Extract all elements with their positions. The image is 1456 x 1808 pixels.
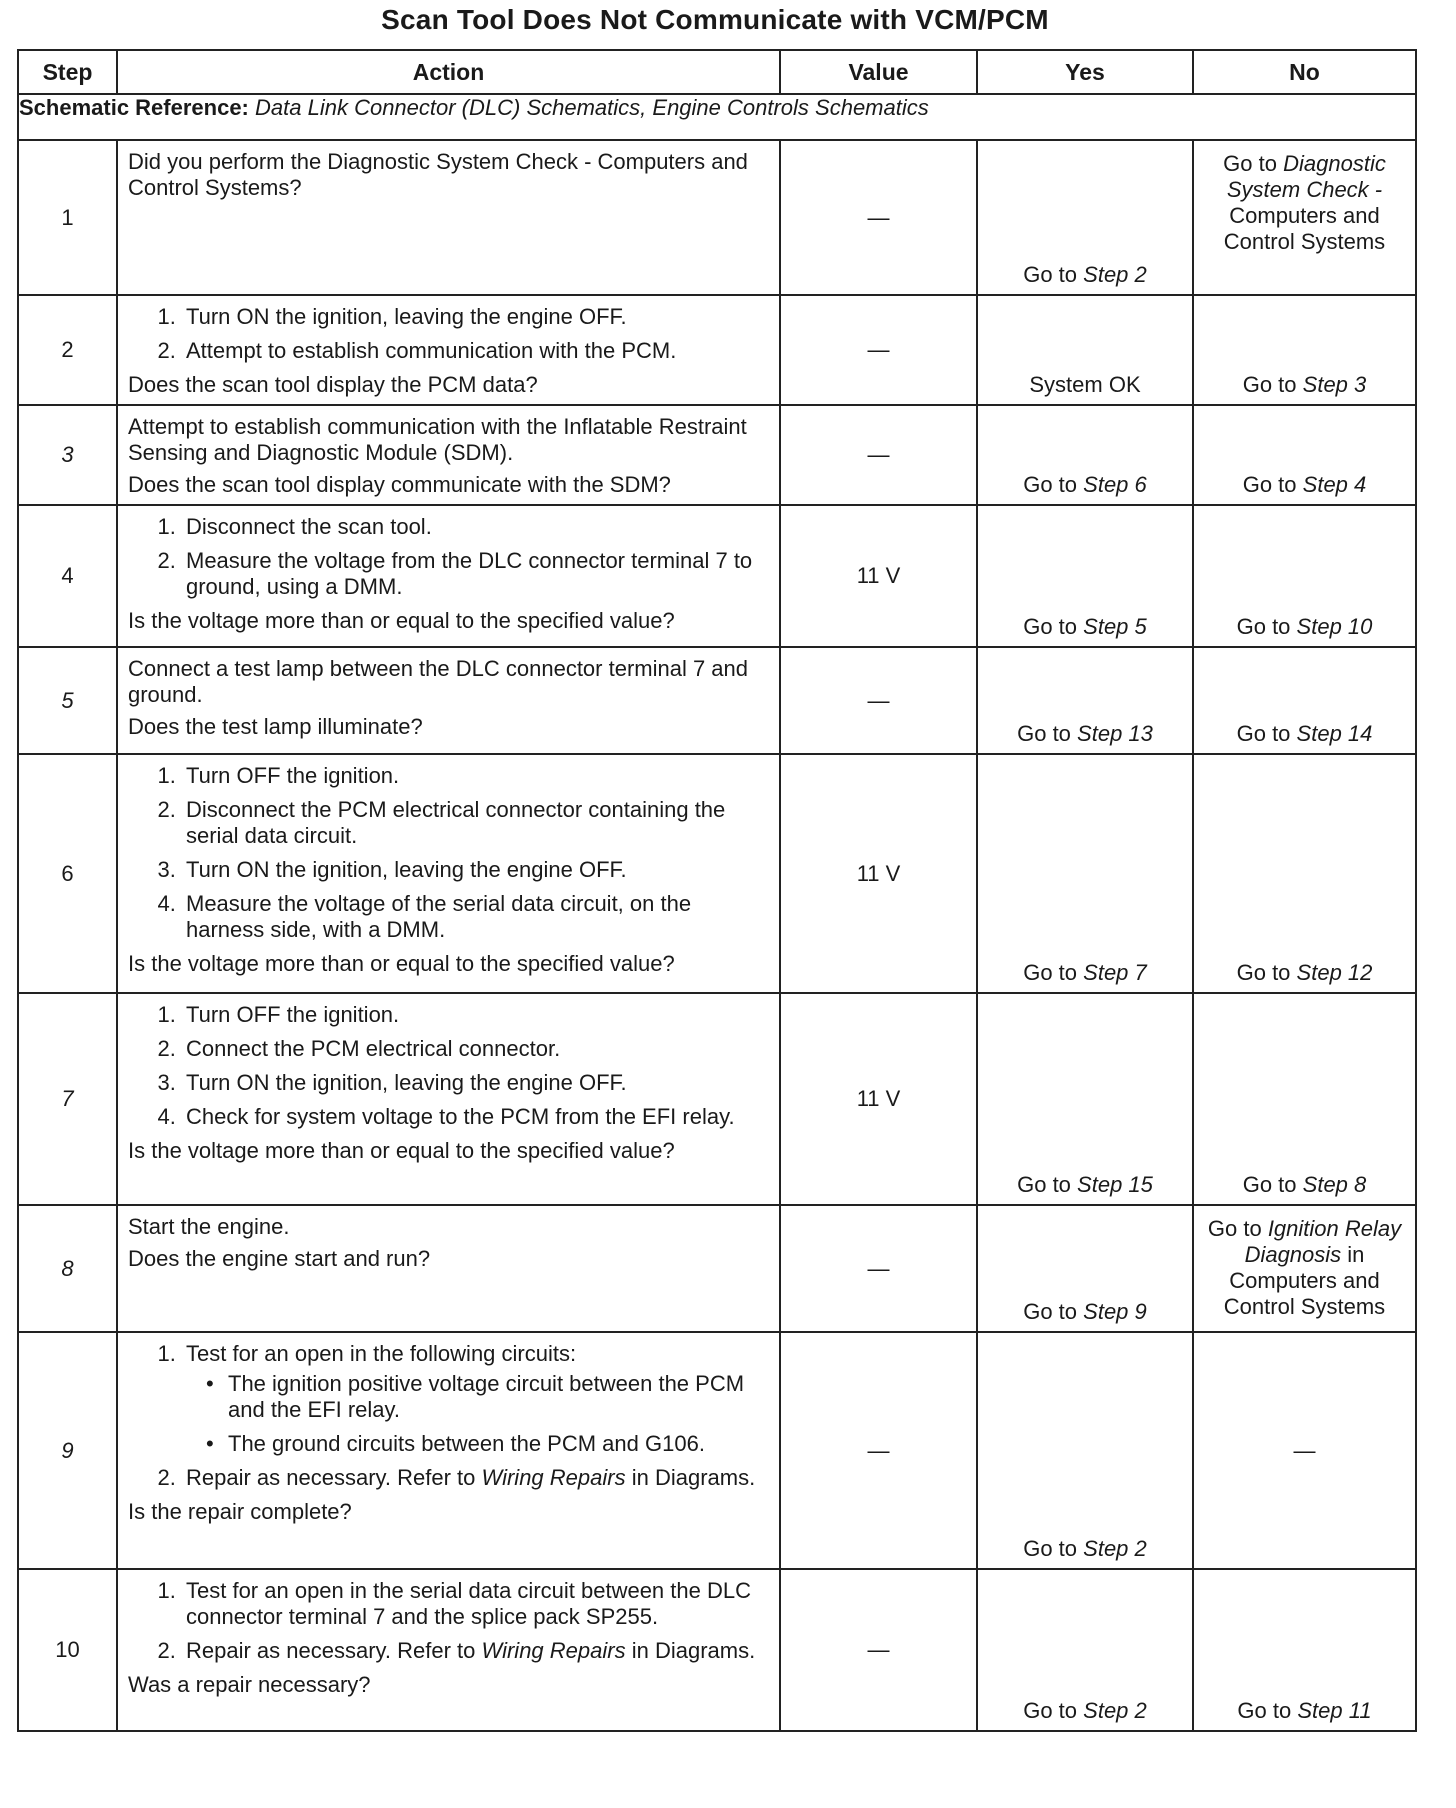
action-cell	[117, 1205, 780, 1332]
yes-prefix: Go to	[1017, 721, 1071, 746]
step-number: 7	[18, 993, 117, 1205]
header-no: No	[1193, 50, 1416, 94]
step-number: 6	[18, 754, 117, 993]
yes-cell	[977, 405, 1193, 505]
action-step: 4. Measure the voltage of the serial data circuit, on the harness side, with a DMM.	[182, 891, 769, 943]
action-question: Does the engine start and run?	[128, 1246, 431, 1271]
no-suffix: Computers and Control Systems	[1223, 203, 1386, 254]
action-cell	[117, 505, 780, 647]
action-question: Does the scan tool display communicate with the SDM?	[128, 472, 671, 497]
action-cell	[117, 295, 780, 405]
value-cell: —	[780, 647, 977, 754]
action-text: Connect a test lamp between the DLC connector terminal 7 and ground.	[128, 656, 749, 707]
value-cell: 11 V	[780, 993, 977, 1205]
page-title: Scan Tool Does Not Communicate with VCM/PCM	[381, 4, 1049, 35]
no-prefix: Go to	[1223, 151, 1277, 176]
action-steps	[128, 1578, 769, 1664]
table-row	[18, 993, 1416, 1205]
header-action: Action	[117, 50, 780, 94]
step-number: 2	[18, 295, 117, 405]
yes-link[interactable]: Step 9	[1083, 1299, 1147, 1324]
yes-result[interactable]	[978, 614, 1192, 640]
no-result[interactable]	[1198, 151, 1411, 255]
bullet-item	[206, 1371, 769, 1423]
yes-cell	[977, 1569, 1193, 1731]
yes-prefix: Go to	[1017, 1172, 1071, 1197]
action-question: Was a repair necessary?	[128, 1672, 371, 1697]
yes-cell	[977, 1205, 1193, 1332]
action-step	[182, 1638, 769, 1664]
action-step: 2. Measure the voltage from the DLC connector terminal 7 to ground, using a DMM.	[182, 548, 769, 600]
action-step: 1. Test for an open in the serial data circuit between the DLC connector terminal 7 and the splice pack SP255.	[182, 1578, 769, 1630]
no-result[interactable]	[1194, 372, 1415, 398]
table-row	[18, 505, 1416, 647]
action-steps	[128, 514, 769, 600]
action-text: Start the engine.	[128, 1214, 290, 1239]
action-question: Is the repair complete?	[128, 1499, 352, 1524]
no-result[interactable]	[1194, 1172, 1415, 1198]
bullet-icon: •	[206, 1431, 214, 1456]
no-result[interactable]	[1194, 960, 1415, 986]
table-row	[18, 140, 1416, 295]
schematic-refs: Data Link Connector (DLC) Schematics, Engine Controls Schematics	[255, 95, 929, 120]
no-cell	[1193, 140, 1416, 295]
yes-result[interactable]	[978, 960, 1192, 986]
wiring-repairs-link[interactable]: Wiring Repairs	[481, 1465, 626, 1490]
no-prefix: Go to	[1236, 721, 1291, 746]
bullet-text: The ignition positive voltage circuit between the PCM and the EFI relay.	[228, 1371, 745, 1422]
action-step	[182, 1465, 769, 1491]
yes-prefix: Go to	[1023, 1536, 1078, 1561]
yes-link[interactable]: Step 13	[1077, 721, 1153, 746]
action-step-text: Test for an open in the following circuits:	[186, 1341, 577, 1366]
yes-result[interactable]	[978, 1172, 1192, 1198]
no-link[interactable]: Ignition Relay Diagnosis	[1244, 1216, 1402, 1267]
no-prefix: Go to	[1236, 960, 1291, 985]
action-question: Is the voltage more than or equal to the specified value?	[128, 1138, 675, 1163]
table-row	[18, 1205, 1416, 1332]
header-step: Step	[18, 50, 117, 94]
no-link[interactable]: Step 14	[1296, 721, 1373, 746]
schematic-label: Schematic Reference:	[19, 95, 249, 120]
value-cell: 11 V	[780, 505, 977, 647]
no-cell	[1193, 754, 1416, 993]
action-step: 4. Check for system voltage to the PCM from the EFI relay.	[182, 1104, 769, 1130]
no-link[interactable]: Step 4	[1302, 472, 1367, 497]
step-number: 3	[18, 405, 117, 505]
table-row	[18, 405, 1416, 505]
header-value: Value	[780, 50, 977, 94]
no-cell	[1193, 505, 1416, 647]
action-text: Did you perform the Diagnostic System Check - Computers and Control Systems?	[128, 149, 748, 200]
yes-cell	[977, 295, 1193, 405]
yes-result: System OK	[1029, 372, 1141, 397]
no-cell	[1193, 1569, 1416, 1731]
action-steps	[128, 1002, 769, 1130]
step-number: 9	[18, 1332, 117, 1569]
yes-cell	[977, 993, 1193, 1205]
table-row	[18, 295, 1416, 405]
action-step: 1. Turn OFF the ignition.	[182, 1002, 769, 1028]
no-cell	[1193, 1205, 1416, 1332]
action-step: 2. Connect the PCM electrical connector.	[182, 1036, 769, 1062]
action-cell	[117, 754, 780, 993]
no-prefix: Go to	[1207, 1216, 1262, 1241]
no-result: —	[1293, 1437, 1316, 1463]
no-result[interactable]	[1198, 1216, 1411, 1320]
action-cell	[117, 140, 780, 295]
yes-cell	[977, 505, 1193, 647]
table-row	[18, 647, 1416, 754]
value-cell: —	[780, 1205, 977, 1332]
no-suffix: in Computers and Control Systems	[1223, 1242, 1386, 1319]
value-cell: —	[780, 140, 977, 295]
no-link[interactable]: Step 8	[1302, 1172, 1367, 1197]
action-steps	[128, 1341, 769, 1491]
yes-prefix: Go to	[1023, 1698, 1078, 1723]
action-cell	[117, 993, 780, 1205]
yes-cell	[977, 754, 1193, 993]
step-number: 1	[18, 140, 117, 295]
action-step: 2. Disconnect the PCM electrical connector containing the serial data circuit.	[182, 797, 769, 849]
no-cell	[1193, 993, 1416, 1205]
no-link[interactable]: Step 11	[1297, 1698, 1372, 1723]
no-link[interactable]: Step 3	[1302, 372, 1367, 397]
yes-prefix: Go to	[1023, 960, 1078, 985]
yes-prefix: Go to	[1023, 472, 1078, 497]
no-link[interactable]: Diagnostic System Check -	[1226, 151, 1386, 202]
yes-prefix: Go to	[1023, 262, 1078, 287]
no-cell	[1193, 405, 1416, 505]
action-step-text: Repair as necessary. Refer to	[186, 1465, 476, 1490]
header-yes: Yes	[977, 50, 1193, 94]
no-link[interactable]: Step 12	[1296, 960, 1373, 985]
yes-cell	[977, 1332, 1193, 1569]
bullet-item	[206, 1431, 769, 1457]
value-cell: —	[780, 405, 977, 505]
no-result[interactable]	[1194, 1698, 1415, 1724]
step-number: 5	[18, 647, 117, 754]
yes-result[interactable]	[978, 262, 1192, 288]
yes-link[interactable]: Step 2	[1083, 1698, 1147, 1723]
bullet-icon: •	[206, 1371, 214, 1396]
yes-prefix: Go to	[1023, 614, 1078, 639]
action-question: Does the scan tool display the PCM data?	[128, 372, 538, 397]
action-step: 3. Turn ON the ignition, leaving the engine OFF.	[182, 1070, 769, 1096]
yes-prefix: Go to	[1023, 1299, 1078, 1324]
schematic-reference	[18, 94, 1416, 140]
step-number: 10	[18, 1569, 117, 1731]
diagnostic-table	[17, 49, 1417, 1732]
yes-link[interactable]: Step 6	[1083, 472, 1147, 497]
no-prefix: Go to	[1237, 1698, 1292, 1723]
action-cell	[117, 1569, 780, 1731]
yes-link[interactable]: Step 2	[1083, 262, 1147, 287]
yes-link[interactable]: Step 5	[1083, 614, 1147, 639]
action-question: Is the voltage more than or equal to the specified value?	[128, 951, 675, 976]
value-cell: —	[780, 1569, 977, 1731]
no-link[interactable]: Step 10	[1296, 614, 1373, 639]
action-steps	[128, 304, 769, 364]
bullet-list	[186, 1371, 769, 1457]
header-row	[18, 50, 1416, 94]
step-number: 4	[18, 505, 117, 647]
yes-link[interactable]: Step 15	[1077, 1172, 1153, 1197]
action-cell	[117, 405, 780, 505]
yes-result[interactable]	[978, 721, 1192, 747]
no-prefix: Go to	[1236, 614, 1291, 639]
action-question: Is the voltage more than or equal to the specified value?	[128, 608, 675, 633]
action-step	[182, 1341, 769, 1457]
value-cell: —	[780, 295, 977, 405]
step-number: 8	[18, 1205, 117, 1332]
action-step-suffix: in Diagrams.	[631, 1638, 756, 1663]
action-question: Does the test lamp illuminate?	[128, 714, 423, 739]
action-step: 2. Attempt to establish communication with the PCM.	[182, 338, 769, 364]
bullet-text: The ground circuits between the PCM and G106.	[228, 1431, 705, 1456]
action-text: Attempt to establish communication with the Inflatable Restraint Sensing and Diagnostic Module (SDM).	[128, 414, 747, 465]
value-cell: —	[780, 1332, 977, 1569]
no-result[interactable]	[1194, 472, 1415, 498]
table-row	[18, 754, 1416, 993]
action-step: 1. Turn ON the ignition, leaving the engine OFF.	[182, 304, 769, 330]
table-row	[18, 1569, 1416, 1731]
schematic-reference-row	[18, 94, 1416, 140]
action-cell	[117, 1332, 780, 1569]
no-result[interactable]	[1194, 721, 1415, 747]
action-steps	[128, 763, 769, 943]
action-step: 3. Turn ON the ignition, leaving the engine OFF.	[182, 857, 769, 883]
no-cell	[1193, 1332, 1416, 1569]
yes-result[interactable]	[978, 1299, 1192, 1325]
action-step: 1. Disconnect the scan tool.	[182, 514, 769, 540]
table-row	[18, 1332, 1416, 1569]
action-step: 1. Turn OFF the ignition.	[182, 763, 769, 789]
yes-result[interactable]	[978, 1698, 1192, 1724]
yes-cell	[977, 647, 1193, 754]
action-step-text: Repair as necessary. Refer to	[186, 1638, 476, 1663]
yes-result[interactable]	[978, 1536, 1192, 1562]
no-prefix: Go to	[1242, 1172, 1297, 1197]
no-cell	[1193, 295, 1416, 405]
action-step-suffix: in Diagrams.	[631, 1465, 756, 1490]
no-cell	[1193, 647, 1416, 754]
action-cell	[117, 647, 780, 754]
yes-link[interactable]: Step 2	[1083, 1536, 1147, 1561]
no-prefix: Go to	[1242, 372, 1297, 397]
yes-cell	[977, 140, 1193, 295]
yes-link[interactable]: Step 7	[1083, 960, 1147, 985]
yes-result[interactable]	[978, 472, 1192, 498]
no-prefix: Go to	[1242, 472, 1297, 497]
value-cell: 11 V	[780, 754, 977, 993]
no-result[interactable]	[1194, 614, 1415, 640]
wiring-repairs-link[interactable]: Wiring Repairs	[481, 1638, 626, 1663]
